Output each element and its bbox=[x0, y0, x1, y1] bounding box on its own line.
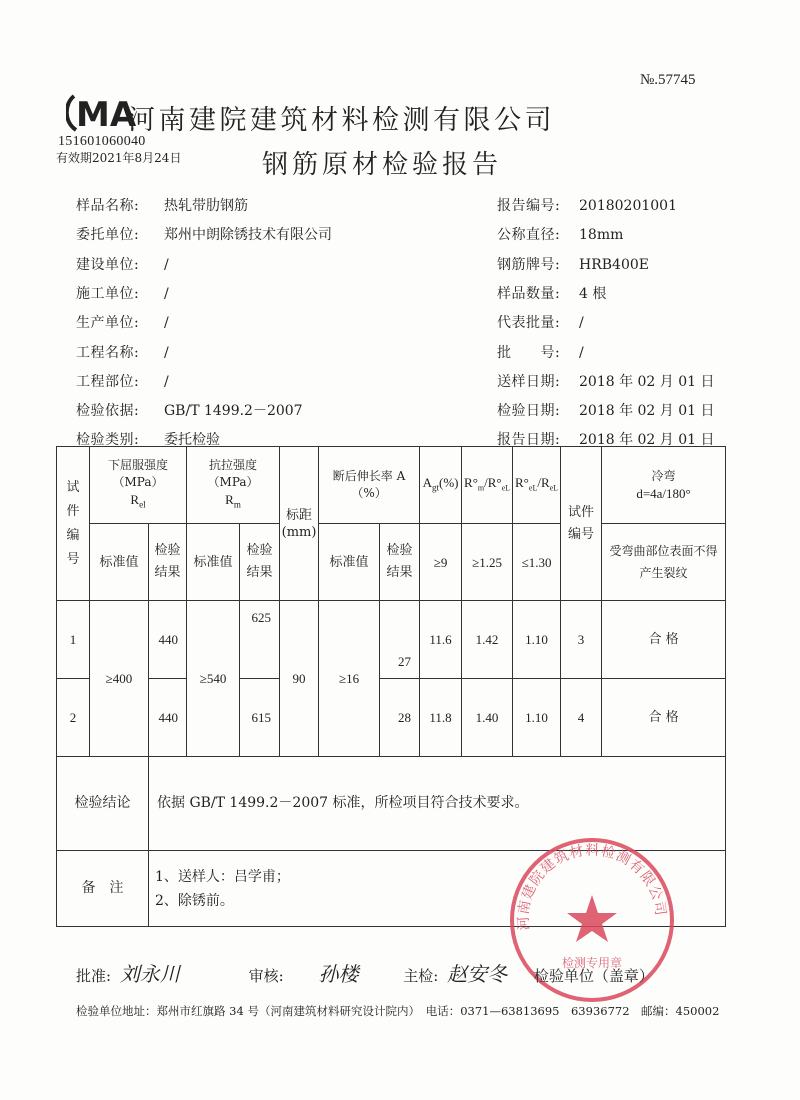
tensile-std: ≥540 bbox=[187, 601, 240, 757]
header-gauge: 标距 (mm) bbox=[280, 447, 319, 601]
row2-agt: 11.8 bbox=[420, 679, 462, 757]
info-label: 检验类别: bbox=[76, 432, 140, 449]
table-row bbox=[57, 679, 726, 757]
info-label: 批 号: bbox=[497, 344, 561, 361]
info-row bbox=[76, 258, 169, 272]
signature-row bbox=[76, 958, 654, 987]
agt-std: ≥9 bbox=[420, 524, 462, 601]
table-row bbox=[57, 601, 726, 679]
info-row bbox=[497, 375, 715, 389]
row1-no2: 3 bbox=[561, 601, 602, 679]
ratio1-std: ≥1.25 bbox=[462, 524, 513, 601]
info-value: 20180201001 bbox=[579, 198, 677, 214]
review-label: 审核: bbox=[248, 967, 284, 985]
info-value: 热轧带肋钢筋 bbox=[164, 198, 248, 214]
elong-std: ≥16 bbox=[319, 601, 380, 757]
row1-elong: 27 bbox=[380, 601, 420, 679]
tensile-result-header: 检验结果 bbox=[240, 524, 280, 601]
info-value: / bbox=[164, 285, 169, 302]
info-label: 工程名称: bbox=[76, 344, 140, 361]
info-value: / bbox=[579, 344, 584, 361]
info-row bbox=[76, 316, 169, 330]
chief-label: 主检: bbox=[403, 967, 439, 985]
yield-result-header: 检验结果 bbox=[149, 524, 187, 601]
conclusion-text: 依据 GB/T 1499.2－2007 标准，所检项目符合技术要求。 bbox=[149, 757, 726, 851]
info-label: 工程部位: bbox=[76, 373, 140, 390]
info-value: GB/T 1499.2－2007 bbox=[164, 403, 303, 420]
row1-ratio1: 1.42 bbox=[462, 601, 513, 679]
info-value: 18mm bbox=[579, 227, 624, 244]
info-value: / bbox=[164, 315, 169, 332]
info-label: 施工单位: bbox=[76, 285, 140, 302]
document-number: №.57745 bbox=[640, 72, 696, 88]
ratio2-std: ≤1.30 bbox=[513, 524, 561, 601]
row2-bend: 合 格 bbox=[602, 679, 726, 757]
info-label: 钢筋牌号: bbox=[497, 256, 561, 273]
remark-line: 2、除锈前。 bbox=[155, 892, 234, 909]
seal-text: 河南建院建筑材料检测有限公司 bbox=[515, 842, 669, 931]
row1-no: 1 bbox=[57, 601, 90, 679]
header-sample-no-2: 试件编号 bbox=[561, 447, 602, 601]
info-label: 检验依据: bbox=[76, 403, 140, 420]
info-label: 检验日期: bbox=[497, 403, 561, 420]
seal-subtext: 检测专用章 bbox=[561, 956, 623, 970]
info-row bbox=[76, 346, 169, 360]
yield-std-header: 标准值 bbox=[90, 524, 149, 601]
info-value: / bbox=[164, 256, 169, 273]
info-label: 样品数量: bbox=[497, 285, 561, 302]
yield-std: ≥400 bbox=[90, 601, 149, 757]
info-row bbox=[76, 404, 303, 418]
info-value: 2018 年 02 月 01 日 bbox=[579, 403, 715, 420]
info-value: / bbox=[579, 315, 584, 332]
chief-signature: 赵安冬 bbox=[447, 962, 508, 986]
info-value: 郑州中朗除锈技术有限公司 bbox=[164, 227, 332, 244]
info-row bbox=[497, 316, 584, 330]
row2-tensile: 615 bbox=[240, 679, 280, 757]
cert-number: 151601060040 bbox=[58, 134, 146, 149]
row2-no: 2 bbox=[57, 679, 90, 757]
info-value: 2018 年 02 月 01 日 bbox=[579, 432, 715, 449]
info-row bbox=[76, 228, 332, 242]
info-row bbox=[497, 404, 715, 418]
info-value: HRB400E bbox=[579, 256, 649, 273]
remark-line: 1、送样人：吕学甫； bbox=[155, 868, 290, 885]
info-row bbox=[76, 287, 169, 301]
conclusion-label: 检验结论 bbox=[57, 757, 149, 851]
info-value: 委托检验 bbox=[164, 432, 220, 449]
report-title: 钢筋原材检验报告 bbox=[262, 150, 503, 180]
header-ratio2: $R^\circ_{eL}/R_{eL}$ bbox=[513, 447, 561, 524]
row1-agt: 11.6 bbox=[420, 601, 462, 679]
header-sample-no: 试件编号 bbox=[57, 447, 90, 601]
remarks-label: 备 注 bbox=[57, 851, 149, 927]
info-label: 代表批量: bbox=[497, 315, 561, 332]
row1-bend: 合 格 bbox=[602, 601, 726, 679]
info-value: / bbox=[164, 373, 169, 390]
info-label: 委托单位: bbox=[76, 227, 140, 244]
info-row bbox=[497, 258, 649, 272]
elong-result-header: 检验结果 bbox=[380, 524, 420, 601]
info-label: 公称直径: bbox=[497, 227, 561, 244]
info-value: 2018 年 02 月 01 日 bbox=[579, 373, 715, 390]
company-name: 河南建院建筑材料检测有限公司 bbox=[128, 105, 555, 136]
yield-symbol: $R_{el}$ bbox=[130, 491, 146, 510]
info-row bbox=[497, 287, 606, 301]
row1-ratio2: 1.10 bbox=[513, 601, 561, 679]
row2-yield: 440 bbox=[149, 679, 187, 757]
header-tensile: 抗拉强度 （MPa） $R_m$ bbox=[187, 447, 280, 524]
info-value: / bbox=[164, 344, 169, 361]
row2-no2: 4 bbox=[561, 679, 602, 757]
info-row bbox=[497, 228, 623, 242]
gauge-value: 90 bbox=[280, 601, 319, 757]
approve-label: 批准: bbox=[76, 967, 112, 985]
star-icon bbox=[567, 895, 617, 942]
info-label: 样品名称: bbox=[76, 198, 140, 214]
row2-elong: 28 bbox=[380, 679, 420, 757]
elong-std-header: 标准值 bbox=[319, 524, 380, 601]
info-label: 生产单位: bbox=[76, 315, 140, 332]
footer-address: 检验单位地址：郑州市红旗路 34 号（河南建筑材料研究设计院内） 电话：0371—63813695 63936772 邮编：450002 bbox=[76, 1004, 720, 1018]
approve-signature: 刘永川 bbox=[119, 962, 180, 986]
row2-ratio2: 1.10 bbox=[513, 679, 561, 757]
tensile-symbol: $R_m$ bbox=[225, 491, 241, 510]
row1-tensile: 625 bbox=[240, 601, 280, 679]
tensile-std-header: 标准值 bbox=[187, 524, 240, 601]
header-yield: 下屈服强度 （MPa） $R_{el}$ bbox=[90, 447, 187, 524]
info-label: 送样日期: bbox=[497, 373, 561, 390]
row2-ratio1: 1.40 bbox=[462, 679, 513, 757]
header-elongation: 断后伸长率 A （%） bbox=[319, 447, 420, 524]
info-row bbox=[497, 199, 677, 213]
unit-seal-label: 检验单位（盖章） bbox=[533, 967, 654, 985]
info-row bbox=[76, 199, 248, 213]
bend-requirement: 受弯曲部位表面不得产生裂纹 bbox=[602, 524, 726, 601]
svg-text:MA: MA bbox=[76, 95, 137, 134]
header-ratio1: $R^\circ_m/R^\circ_{eL}$ bbox=[462, 447, 513, 524]
header-bend: 冷弯 d=4a/180° bbox=[602, 447, 726, 524]
info-row bbox=[76, 375, 169, 389]
row1-yield: 440 bbox=[149, 601, 187, 679]
cert-validity: 有效期2021年8月24日 bbox=[56, 151, 182, 165]
info-row bbox=[497, 346, 584, 360]
info-label: 报告日期: bbox=[497, 432, 561, 449]
info-label: 建设单位: bbox=[76, 256, 140, 273]
header-agt: $A_{gt}(\%)$ bbox=[420, 447, 462, 524]
info-label: 报告编号: bbox=[497, 198, 561, 214]
info-value: 4 根 bbox=[579, 285, 607, 302]
review-signature: 孙楼 bbox=[318, 962, 359, 986]
